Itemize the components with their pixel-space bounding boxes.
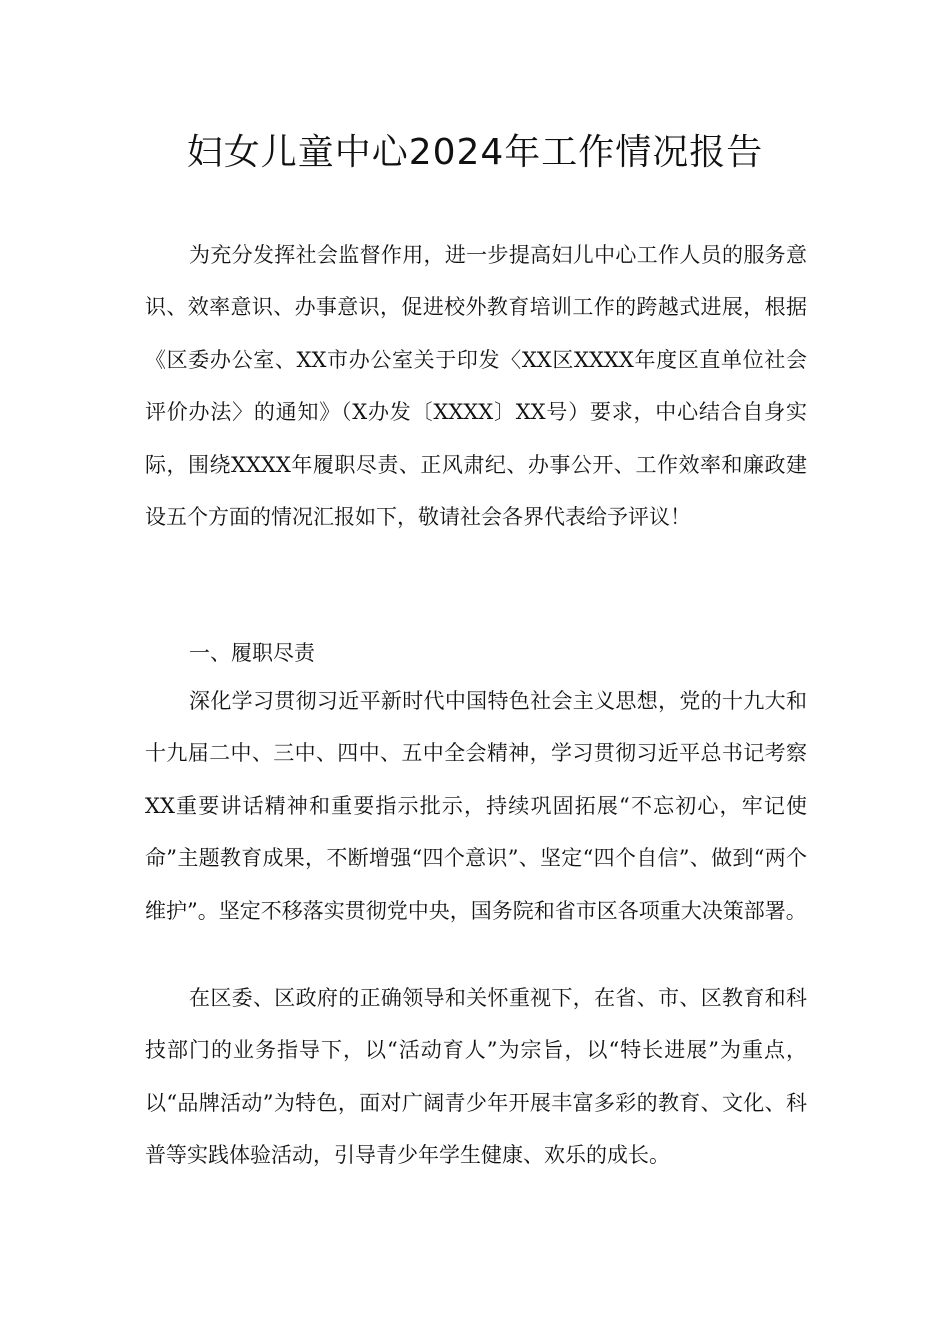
intro-paragraph: 为充分发挥社会监督作用，进一步提高妇儿中心工作人员的服务意识、效率意识、办事意识，促进校外教育培训工作的跨越式进展，根据《区委办公室、XX市办公室关于印发〈XX区XXXX年度区直单位社会评价办法〉的通知》（X办发〔XXXX〕XX号）要求，中心结合自身实际，围绕XXXX年履职尽责、正风肃纪、办事公开、工作效率和廉政建设五个方面的情况汇报如下，敬请社会各界代表给予评议！ [145,243,807,530]
section-heading: 一、履职尽责 [189,641,315,665]
body-paragraph: 在区委、区政府的正确领导和关怀重视下，在省、市、区教育和科技部门的业务指导下，以“活动育人”为宗旨，以“特长进展”为重点，以“品牌活动”为特色，面对广阔青少年开展丰富多彩的教育、文化、科普等实践体验活动，引导青少年学生健康、欢乐的成长。 [145,986,807,1168]
body-paragraph: 深化学习贯彻习近平新时代中国特色社会主义思想，党的十九大和十九届二中、三中、四中、五中全会精神，学习贯彻习近平总书记考察XX重要讲话精神和重要指示批示，持续巩固拓展“不忘初心，牢记使命”主题教育成果，不断增强“四个意识”、坚定“四个自信”、做到“两个维护”。坚定不移落实贯彻党中央，国务院和省市区各项重大决策部署。 [145,689,807,923]
document-title: 妇女儿童中心2024年工作情况报告 [186,132,764,173]
